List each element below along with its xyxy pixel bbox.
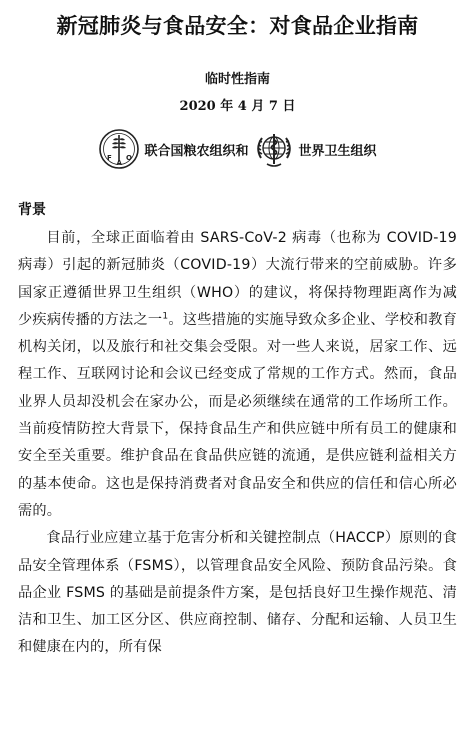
document-date: 2020 年 4 月 7 日 bbox=[179, 99, 296, 114]
svg-text:F: F bbox=[107, 154, 113, 162]
footnote-marker[interactable]: 1 bbox=[162, 311, 169, 322]
paragraph-1-text-cont: 。这些措施的实施导致众多企业、学校和教育机构关闭，以及旅行和社交集会受限。对一些人来说，居家工作、远程工作、互联网讨论和会议已经变成了常规的工作方式。然而，食品业界人员却没机会在家办公，而是必须继续在通常的工作场所工作。当前疫情防控大背景下，保持食品生产和供应链中所有员工的健康和安全至关重要。维护食品在食品供应链的流通，是供应链利益相关方的基本使命。这也是保持消费者对食品安全和供应的信任和信心所必需的。 bbox=[18, 311, 457, 519]
paragraph-1 bbox=[18, 225, 457, 525]
fao-name: 联合国粮农组织和 bbox=[144, 143, 249, 159]
svg-text:O: O bbox=[126, 154, 133, 162]
who-name: 世界卫生组织 bbox=[298, 143, 377, 159]
svg-text:A: A bbox=[116, 159, 123, 167]
section-heading-background: 背景 bbox=[18, 202, 46, 218]
document-subtitle: 临时性指南 bbox=[204, 72, 270, 87]
organizations-line bbox=[18, 127, 457, 171]
paragraph-1-text: 目前，全球正面临着由 SARS-CoV-2 病毒（也称为 COVID-19 病毒）引起的新冠肺炎（COVID-19）大流行带来的空前威胁。许多国家正遵循世界卫生组织（WHO）的建议，将保持物理距离作为减少疾病传播的方法之一 bbox=[18, 230, 457, 328]
fao-logo-icon bbox=[98, 128, 140, 170]
paragraph-2: 食品行业应建立基于危害分析和关键控制点（HACCP）原则的食品安全管理体系（FSMS），以管理食品安全风险、预防食品污染。食品企业 FSMS 的基础是前提条件方案，是包括良好卫生操作规范、清洁和卫生、加工区分区、供应商控制、储存、分配和运输、人员卫生和健康在内的，所有保 bbox=[18, 530, 457, 656]
document-title: 新冠肺炎与食品安全：对食品企业指南 bbox=[56, 13, 419, 38]
who-logo-icon bbox=[253, 128, 295, 170]
